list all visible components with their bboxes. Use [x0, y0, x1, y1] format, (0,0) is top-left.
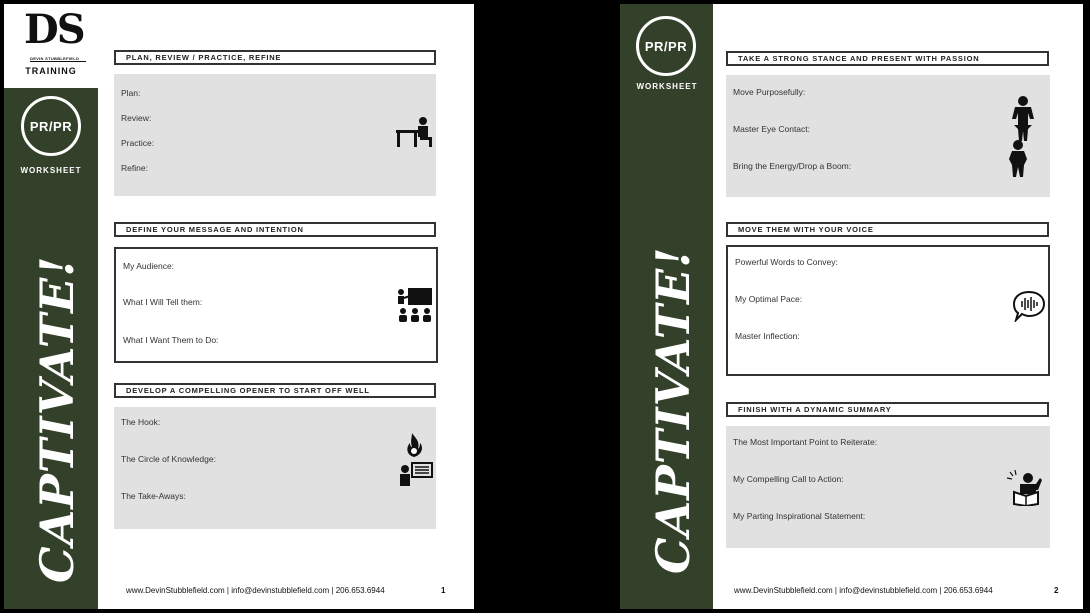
page-number: 1 — [441, 586, 446, 595]
field-label: Master Eye Contact: — [733, 124, 811, 134]
section-box — [114, 247, 438, 363]
field-label: Plan: — [121, 88, 141, 98]
field-label: Powerful Words to Convey: — [735, 257, 838, 267]
field-label: Bring the Energy/Drop a Boom: — [733, 161, 852, 171]
worksheet-page-2 — [620, 4, 1083, 609]
page-number: 2 — [1054, 586, 1059, 595]
pr-pr-badge: PR/PR — [636, 16, 696, 76]
field-label: The Take-Aways: — [121, 491, 186, 501]
field-label: Practice: — [121, 138, 155, 148]
page-footer: www.DevinStubblefield.com | info@devinstubblefield.com | 206.653.6944 — [126, 586, 385, 595]
section-header: MOVE THEM WITH YOUR VOICE — [726, 222, 1049, 237]
field-label: The Circle of Knowledge: — [121, 454, 216, 464]
ds-training-logo — [4, 4, 98, 88]
field-label: Review: — [121, 113, 152, 123]
section-box — [114, 407, 436, 529]
power-pose-icon — [1006, 95, 1036, 179]
section-header: FINISH WITH A DYNAMIC SUMMARY — [726, 402, 1049, 417]
field-label: My Parting Inspirational Statement: — [733, 511, 866, 521]
vertical-title: CAPTIVATE! — [30, 255, 84, 583]
section-box — [114, 74, 436, 196]
field-label: My Audience: — [123, 261, 175, 271]
presentation-audience-icon — [396, 287, 434, 323]
side-band — [620, 4, 713, 609]
field-label: Move Purposefully: — [733, 87, 806, 97]
side-band — [4, 88, 98, 609]
section-box — [726, 75, 1050, 197]
field-label: My Compelling Call to Action: — [733, 474, 844, 484]
section-box — [726, 245, 1050, 376]
logo-subline: DEVIN STUBBLEFIELD — [30, 56, 80, 61]
field-label: Master Inflection: — [735, 331, 800, 341]
section-header: TAKE A STRONG STANCE AND PRESENT WITH PASSION — [726, 51, 1049, 66]
field-label: The Most Important Point to Reiterate: — [733, 437, 878, 447]
speaker-podium-icon — [1006, 470, 1044, 506]
page-footer: www.DevinStubblefield.com | info@devinstubblefield.com | 206.653.6944 — [734, 586, 993, 595]
logo-training: TRAINING — [25, 66, 77, 76]
worksheet-label: WORKSHEET — [20, 166, 82, 175]
logo-mark: DS — [24, 6, 84, 53]
vertical-title: CAPTIVATE! — [646, 246, 700, 574]
field-label: The Hook: — [121, 417, 161, 427]
section-header: PLAN, REVIEW / PRACTICE, REFINE — [114, 50, 436, 65]
section-header: DEFINE YOUR MESSAGE AND INTENTION — [114, 222, 436, 237]
pr-pr-badge: PR/PR — [21, 96, 81, 156]
field-label: What I Will Tell them: — [123, 297, 203, 307]
field-label: What I Want Them to Do: — [123, 335, 219, 345]
field-label: Refine: — [121, 163, 148, 173]
desk-worker-icon — [396, 116, 434, 148]
section-box — [726, 426, 1050, 548]
voice-bubble-icon — [1012, 290, 1046, 322]
worksheet-label: WORKSHEET — [636, 82, 698, 91]
field-label: My Optimal Pace: — [735, 294, 803, 304]
worksheet-page-1 — [4, 4, 474, 609]
fire-presenter-icon — [398, 431, 434, 489]
section-header: DEVELOP A COMPELLING OPENER TO START OFF WELL — [114, 383, 436, 398]
